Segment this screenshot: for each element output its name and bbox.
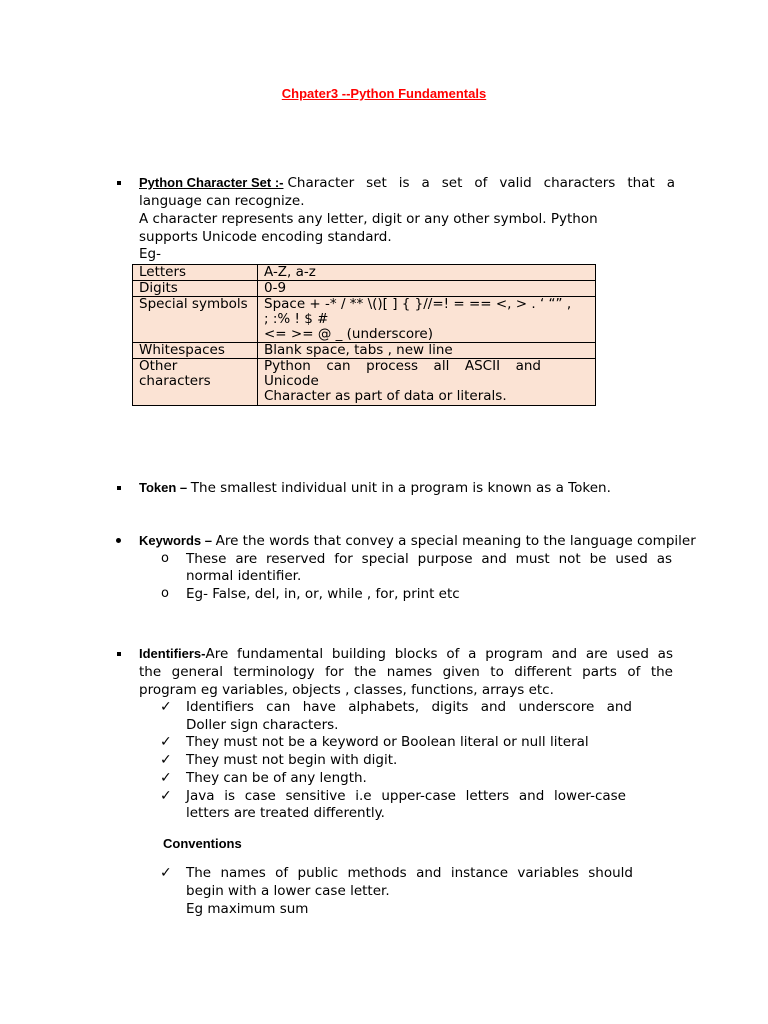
identifiers-label: Identifiers- <box>139 646 206 661</box>
identifiers-check1-line-2: Doller sign characters. <box>186 717 339 733</box>
character-set-table <box>132 264 596 406</box>
table-row <box>133 281 596 297</box>
special-label: Special symbols <box>133 297 258 343</box>
table-row <box>133 343 596 359</box>
whitespaces-label: Whitespaces <box>133 343 258 359</box>
conventions-item-line-1: The names of public methods and instance variables should <box>186 865 633 881</box>
bullet-square-icon <box>117 181 121 185</box>
special-value-line-2: ; :% ! $ # <box>264 311 329 327</box>
whitespaces-value: Blank space, tabs , new line <box>258 343 596 359</box>
charset-line-3: A character represents any letter, digit or any other symbol. Python <box>139 211 598 227</box>
identifiers-line-1 <box>139 645 673 663</box>
check-icon: ✓ <box>160 865 172 881</box>
identifiers-check5-line-2: letters are treated differently. <box>186 805 385 821</box>
keywords-sub1-line-2: normal identifier. <box>186 568 302 584</box>
charset-heading: Python Character Set :- <box>139 175 284 190</box>
bullet-square-icon <box>117 652 121 656</box>
identifiers-check1-line-1: Identifiers can have alphabets, digits and underscore and <box>186 699 632 715</box>
special-value-line-3: <= >= @ _ (underscore) <box>264 326 434 342</box>
identifiers-check5-line-1: Java is case sensitive i.e upper-case letters and lower-case <box>186 788 626 804</box>
check-icon: ✓ <box>160 752 172 768</box>
other-value-line-1: Python can process all ASCII and <box>264 358 541 374</box>
check-icon: ✓ <box>160 699 172 715</box>
bullet-square-icon <box>117 486 121 490</box>
other-label-line-1: Other <box>139 358 178 374</box>
table-row <box>133 359 596 406</box>
charset-line-2: language can recognize. <box>139 193 305 209</box>
token-text: The smallest individual unit in a program is known as a Token. <box>190 480 611 496</box>
charset-line-1 <box>139 174 675 192</box>
identifiers-line-3: program eg variables, objects , classes, functions, arrays etc. <box>139 682 554 698</box>
token-line <box>139 479 611 497</box>
keywords-sub2: Eg- False, del, in, or, while , for, print etc <box>186 586 460 602</box>
identifiers-check2: They must not be a keyword or Boolean literal or null literal <box>186 734 589 750</box>
bullet-dot-icon <box>116 538 121 543</box>
identifiers-line1-text: Are fundamental building blocks of a program and are used as <box>205 646 673 662</box>
other-label-line-2: characters <box>139 373 211 389</box>
check-icon: ✓ <box>160 788 172 804</box>
conventions-item-line-2: begin with a lower case letter. <box>186 883 390 899</box>
keywords-sub1-line-1: These are reserved for special purpose and must not be used as <box>186 551 672 567</box>
other-value <box>258 359 596 406</box>
page-title: Chpater3 --Python Fundamentals <box>281 86 487 101</box>
table-row <box>133 265 596 281</box>
charset-line1-text: Character set is a set of valid characters that a <box>287 175 675 191</box>
conventions-item-line-3: Eg maximum sum <box>186 901 309 917</box>
keywords-line <box>139 532 696 550</box>
letters-value: A-Z, a-z <box>258 265 596 281</box>
special-value-line-1: Space + -* / ** \()[ ] { }//=! = == <, > . ‘ “” , <box>264 296 572 312</box>
letters-label: Letters <box>133 265 258 281</box>
token-label: Token – <box>139 480 191 495</box>
other-label <box>133 359 258 406</box>
conventions-heading: Conventions <box>163 836 242 851</box>
identifiers-check3: They must not begin with digit. <box>186 752 398 768</box>
identifiers-check4: They can be of any length. <box>186 770 367 786</box>
keywords-text: Are the words that convey a special meaning to the language compiler <box>215 533 696 549</box>
check-icon: ✓ <box>160 770 172 786</box>
identifiers-line-2: the general terminology for the names given to different parts of the <box>139 664 673 680</box>
other-value-line-2: Unicode <box>264 373 319 389</box>
special-value <box>258 297 596 343</box>
charset-eg: Eg- <box>139 246 161 262</box>
sub-bullet-circle-icon: o <box>161 551 169 566</box>
sub-bullet-circle-icon: o <box>161 586 169 601</box>
charset-line-4: supports Unicode encoding standard. <box>139 229 392 245</box>
other-value-line-3: Character as part of data or literals. <box>264 388 507 404</box>
table-row <box>133 297 596 343</box>
check-icon: ✓ <box>160 734 172 750</box>
keywords-label: Keywords – <box>139 533 216 548</box>
digits-label: Digits <box>133 281 258 297</box>
digits-value: 0-9 <box>258 281 596 297</box>
